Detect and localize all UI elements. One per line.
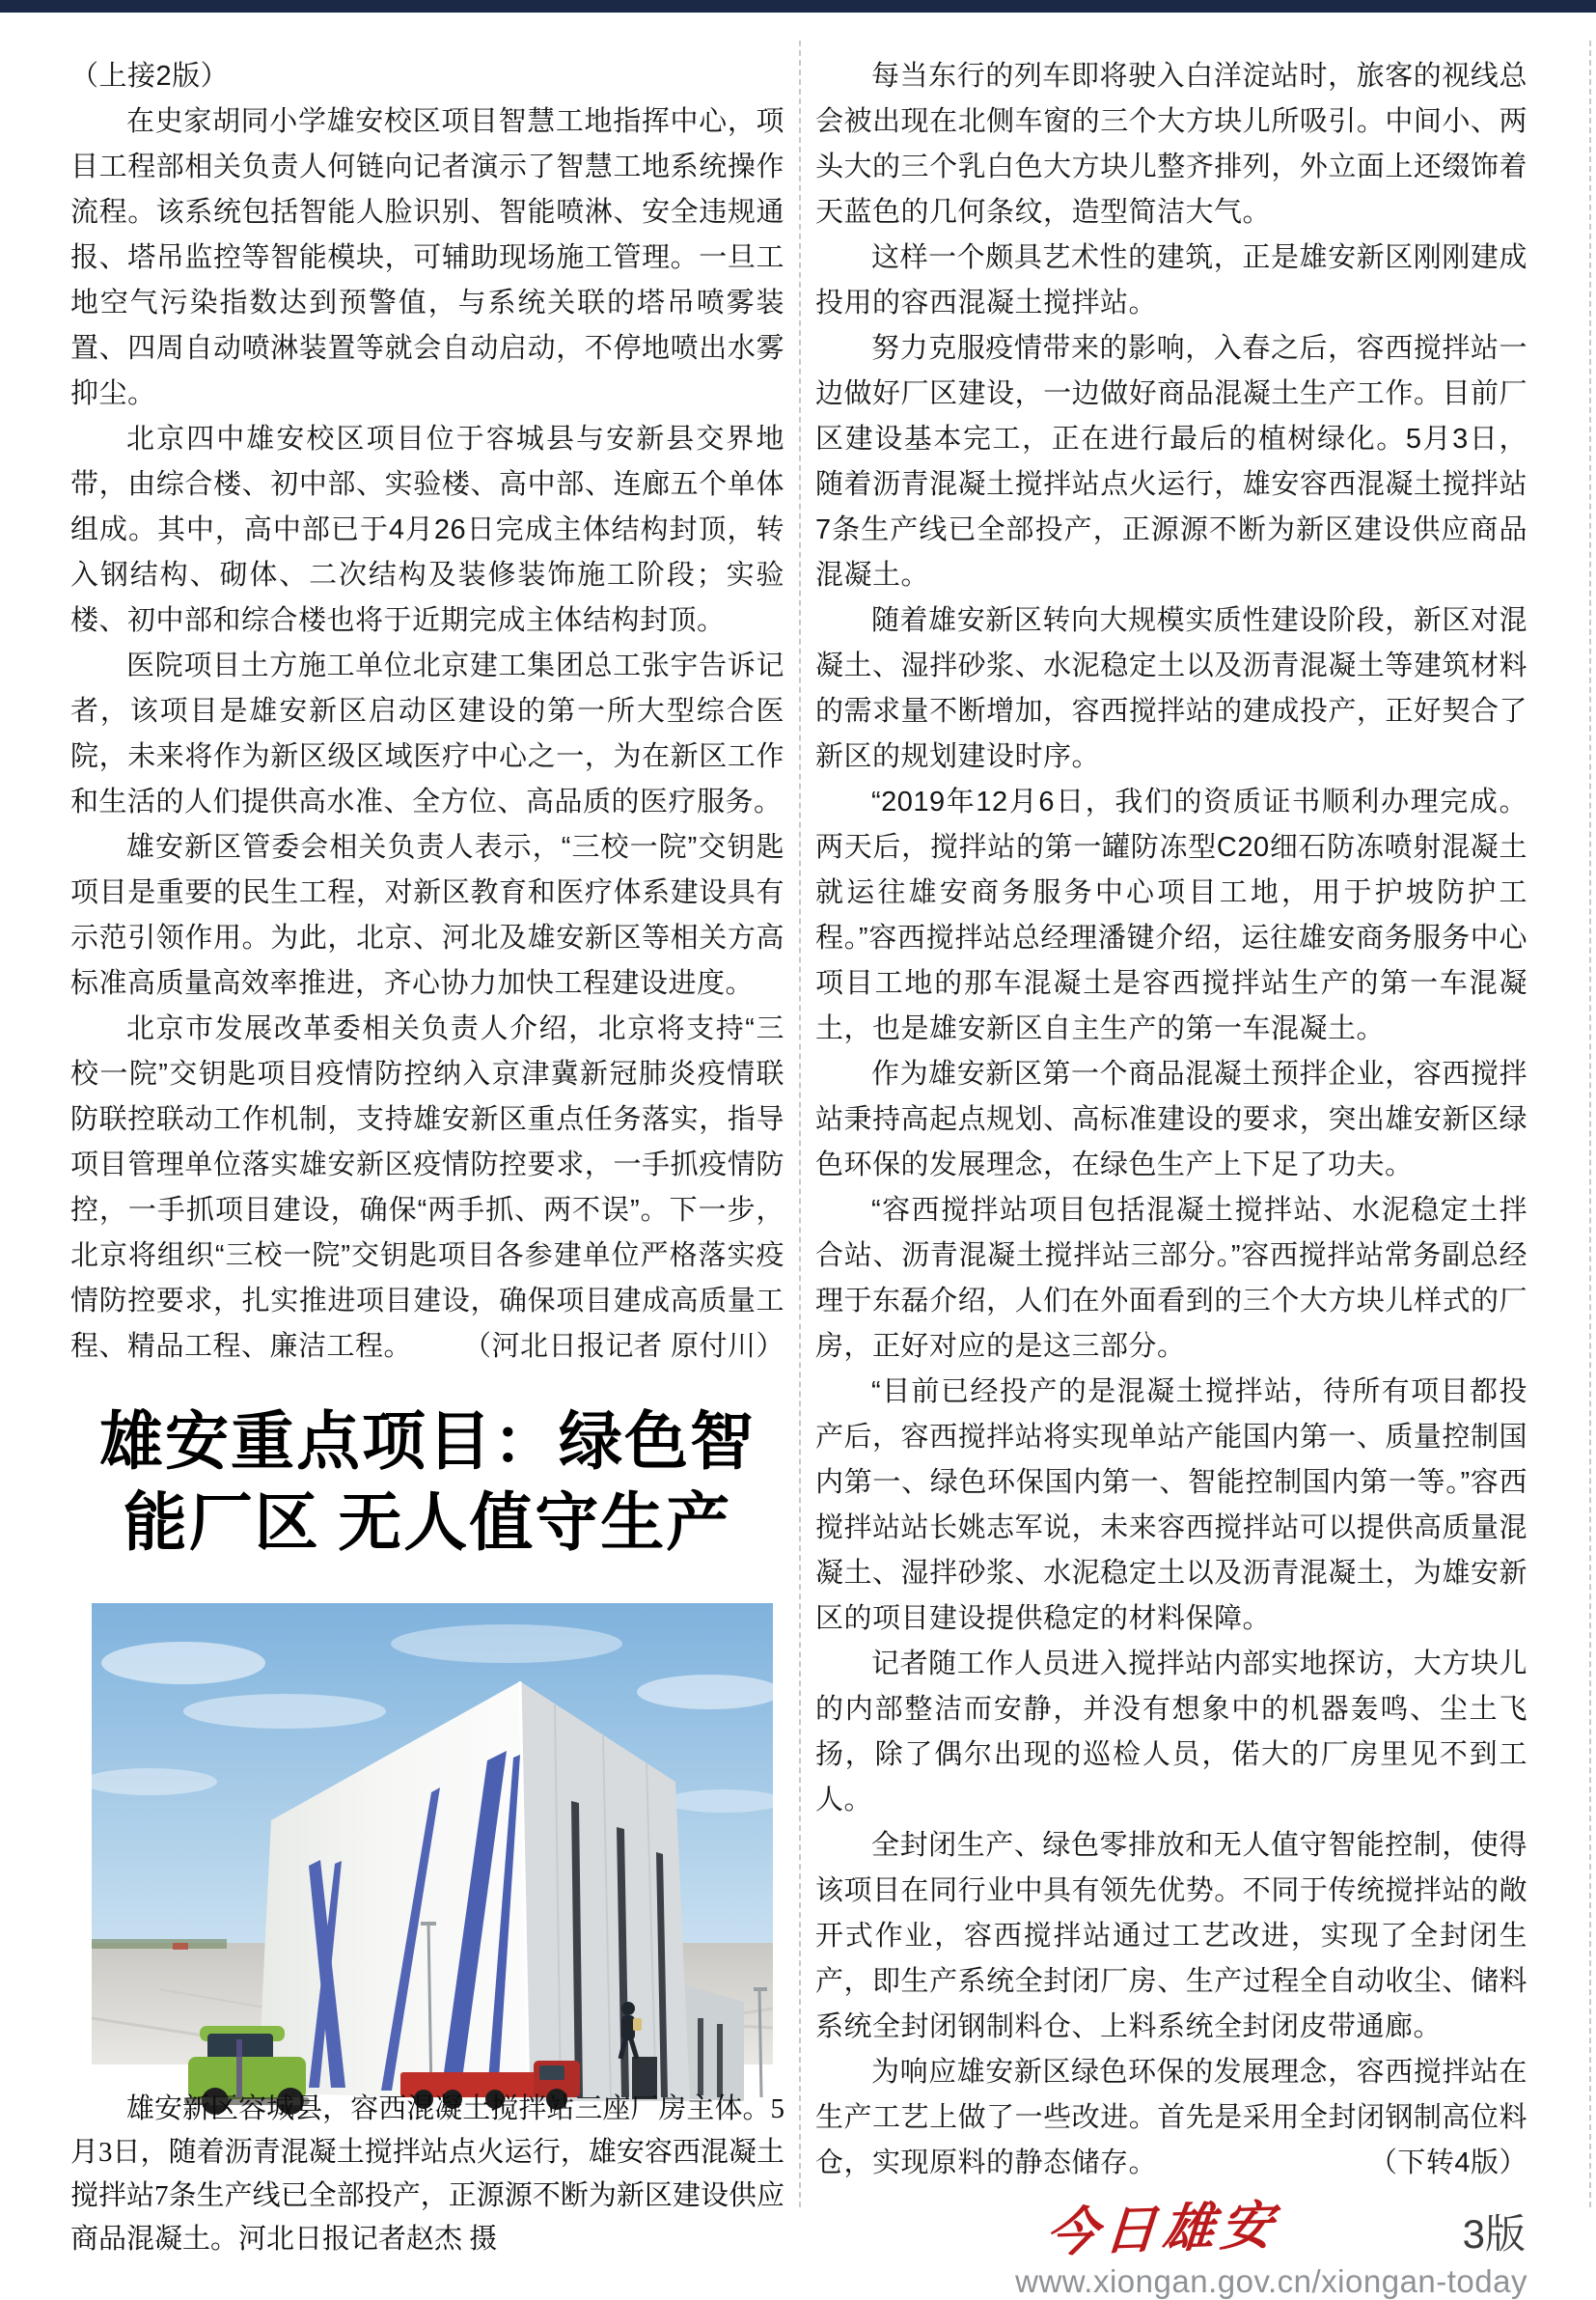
article-paragraph: 随着雄安新区转向大规模实质性建设阶段，新区对混凝土、湿拌砂浆、水泥稳定土以及沥青混凝土等建筑材料的需求量不断增加，容西搅拌站的建成投产，正好契合了新区的规划建设时序。 [815, 605, 1527, 772]
article-paragraph: “目前已经投产的是混凝土搅拌站，待所有项目都投产后，容西搅拌站将实现单站产能国内第一、质量控制国内第一、绿色环保国内第一、智能控制国内第一等。”容西搅拌站站长姚志军说，未来容西搅拌站可以提供高质量混凝土、湿拌砂浆、水泥稳定土以及沥青混凝土，为雄安新区的项目建设提供稳定的材料保障。 [815, 1376, 1527, 1634]
article-paragraph: 努力克服疫情带来的影响，入春之后，容西搅拌站一边做好厂区建设，一边做好商品混凝土生产工作。目前厂区建设基本完工，正在进行最后的植树绿化。5月3日，随着沥青混凝土搅拌站点火运行，雄安容西混凝土搅拌站7条生产线已全部投产，正源源不断为新区建设供应商品混凝土。 [815, 333, 1527, 591]
photo-caption: 雄安新区容城县，容西混凝土搅拌站三座厂房主体。5月3日，随着沥青混凝土搅拌站点火运行，雄安容西混凝土搅拌站7条生产线已全部投产，正源源不断为新区建设供应商品混凝土。河北日报记者赵杰 摄 [70, 2093, 784, 2255]
paragraph-text: 为响应雄安新区绿色环保的发展理念，容西搅拌站在生产工艺上做了一些改进。首先是采用全封闭钢制高位料仓，实现原料的静态储存。 [815, 2057, 1527, 2178]
photo-concrete-plant [92, 1603, 773, 2064]
article-paragraph: 雄安新区管委会相关负责人表示，“三校一院”交钥匙项目是重要的民生工程，对新区教育和医疗体系建设具有示范引领作用。为此，北京、河北及雄安新区等相关方高标准高质量高效率推进，齐心协力加快工程建设进度。 [70, 832, 784, 999]
article-paragraph [815, 2050, 1527, 2186]
paragraph-text: 北京市发展改革委相关负责人介绍，北京将支持“三校一院”交钥匙项目疫情防控纳入京津冀新冠肺炎疫情联防联控联动工作机制，支持雄安新区重点任务落实，指导项目管理单位落实雄安新区疫情防控要求，一手抓疫情防控，一手抓项目建设，确保“两手抓、两不误”。下一步，北京将组织“三校一院”交钥匙项目各参建单位严格落实疫情防控要求，扎实推进项目建设，确保项目建成高质量工程、精品工程、廉洁工程。 [70, 1013, 784, 1362]
article-paragraph: “容西搅拌站项目包括混凝土搅拌站、水泥稳定土拌合站、沥青混凝土搅拌站三部分。”容西搅拌站常务副总经理于东磊介绍，人们在外面看到的三个大方块儿样式的厂房，正好对应的是这三部分。 [815, 1195, 1527, 1362]
website-url: www.xiongan.gov.cn/xiongan-today [1015, 2263, 1527, 2299]
article-paragraph: 作为雄安新区第一个商品混凝土预拌企业，容西搅拌站秉持高起点规划、高标准建设的要求，突出雄安新区绿色环保的发展理念，在绿色生产上下足了功夫。 [815, 1059, 1527, 1180]
continued-to-note: （下转4版） [1368, 2148, 1527, 2178]
column-divider-rule [799, 41, 801, 2207]
article-paragraph: 这样一个颇具艺术性的建筑，正是雄安新区刚刚建成投用的容西混凝土搅拌站。 [815, 242, 1527, 319]
article-paragraph: 记者随工作人员进入搅拌站内部实地探访，大方块儿的内部整洁而安静，并没有想象中的机器轰鸣、尘土飞扬，除了偶尔出现的巡检人员，偌大的厂房里见不到工人。 [815, 1649, 1527, 1815]
right-column [815, 54, 1527, 2300]
article-paragraph: 医院项目土方施工单位北京建工集团总工张宇告诉记者，该项目是雄安新区启动区建设的第一所大型综合医院，未来将作为新区级区域医疗中心之一，为在新区工作和生活的人们提供高水准、全方位、高品质的医疗服务。 [70, 651, 784, 817]
page-number: 3版 [1462, 2211, 1526, 2257]
reporter-attribution: （河北日报记者 原付川） [462, 1331, 784, 1362]
page-footer [815, 2198, 1527, 2300]
top-bar [0, 0, 1596, 13]
article-paragraph: 每当东行的列车即将驶入白洋淀站时，旅客的视线总会被出现在北侧车窗的三个大方块儿所吸引。中间小、两头大的三个乳白色大方块儿整齐排列，外立面上还缀饰着天蓝色的几何条纹，造型简洁大气。 [815, 61, 1527, 228]
article-paragraph [70, 1007, 784, 1370]
concrete-plant-illustration [92, 1603, 773, 2064]
article-paragraph: 全封闭生产、绿色零排放和无人值守智能控制，使得该项目在同行业中具有领先优势。不同于传统搅拌站的敞开式作业，容西搅拌站通过工艺改进，实现了全封闭生产，即生产系统全封闭厂房、生产过程全自动收尘、储料系统全封闭钢制料仓、上料系统全封闭皮带通廊。 [815, 1830, 1527, 2042]
left-column [70, 54, 784, 2261]
article-paragraph: 北京四中雄安校区项目位于容城县与安新县交界地带，由综合楼、初中部、实验楼、高中部、连廊五个单体组成。其中，高中部已于4月26日完成主体结构封顶，转入钢结构、砌体、二次结构及装修装饰施工阶段；实验楼、初中部和综合楼也将于近期完成主体结构封顶。 [70, 424, 784, 636]
headline-line-2: 能厂区 无人值守生产 [123, 1488, 732, 1559]
footer-row [815, 2196, 1527, 2263]
page-edge-rule [1589, 41, 1591, 2207]
article-paragraph: “2019年12月6日，我们的资质证书顺利办理完成。两天后，搅拌站的第一罐防冻型C20细石防冻喷射混凝土就运往雄安商务服务中心项目工地，用于护坡防护工程。”容西搅拌站总经理潘键介绍，运往雄安商务服务中心项目工地的那车混凝土是容西搅拌站生产的第一车混凝土，也是雄安新区自主生产的第一车混凝土。 [815, 787, 1527, 1044]
masthead-logo: 今日雄安 [1043, 2196, 1280, 2263]
article-headline [70, 1402, 784, 1565]
continued-from-note: （上接2版） [70, 61, 230, 92]
headline-line-1: 雄安重点项目：绿色智 [99, 1407, 756, 1478]
article-paragraph: 在史家胡同小学雄安校区项目智慧工地指挥中心，项目工程部相关负责人何链向记者演示了智慧工地系统操作流程。该系统包括智能人脸识别、智能喷淋、安全违规通报、塔吊监控等智能模块，可辅助现场施工管理。一旦工地空气污染指数达到预警值，与系统关联的塔吊喷雾装置、四周自动喷淋装置等就会自动启动，不停地喷出水雾抑尘。 [70, 106, 784, 409]
